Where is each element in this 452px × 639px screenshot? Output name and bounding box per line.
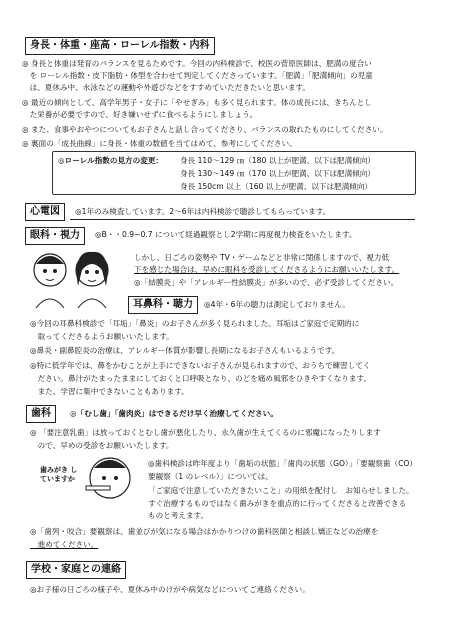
dental-head: ◎「むし歯」「歯肉炎」はできるだけ早く治療してください。 — [70, 409, 278, 418]
dental-tail-line: 進めてください。 — [30, 540, 99, 549]
section-title-ent: 耳鼻科・聴力 — [128, 296, 198, 314]
children-illustration — [26, 244, 118, 310]
body-line: ◎ 身長と体重は発育のバランスを見るためです。今回の内科検診で、校医の菅原医師は、肥満の度合い — [22, 59, 372, 68]
laurel-box-label: ◎ローレル指数の見方の変更： — [58, 156, 164, 165]
ent-line: ◎鼻炎・副鼻腔炎の治療は、アレルギー体質が影響し長期になるお子さんもいるようです。 — [30, 346, 340, 355]
section-title-eye: 眼科・視力 — [25, 227, 85, 245]
ent-line: また、学習に集中できないこともあります。 — [30, 387, 189, 396]
laurel-row: 身長 110～129 ㎝（180 以上が肥満、以下は肥満傾向） — [180, 156, 376, 165]
dental-line: ◎ 「要注意乳歯」は放っておくとむし歯が悪化したり、永久歯が生えてくるのに邪魔になったりします — [30, 428, 381, 437]
section-title-contact: 学校・家庭との連絡 — [26, 561, 126, 579]
divider — [70, 219, 415, 220]
eye-line: ◎「結膜炎」や「アレルギー性結膜炎」が多いので、必ず受診してください。 — [134, 278, 399, 287]
eye-line: しかし、日ごろの姿勢や TV・ゲームなどと非常に関係しますので、視力低 — [134, 253, 390, 262]
ent-line: ◎特に低学年では、鼻をかむことが上手にできないお子さんが見られますので、おうちで練習してく — [30, 361, 371, 370]
section-title-body-measure: 身長・体重・座高・ローレル指数・内科 — [25, 37, 215, 55]
eye-line: 下を感じた場合は、早めに眼科を受診してくださるようにお願いいたします。 — [134, 265, 400, 274]
dental-right-line: すぐ治療するものではなく歯みがきを重点的に行ってくださると改善できる — [148, 499, 407, 508]
ent-line: 取ってくださるようお願いいたします。 — [30, 332, 174, 341]
ecg-text: ◎1年のみ検査しています。2～6年は内科検診で聴診してもらっています。 — [75, 207, 331, 216]
body-line: を ローレル指数・皮下脂肪・体型を合わせて判定してくださっています。「肥満」「肥満傾向」の児童 — [22, 71, 373, 80]
dental-right-line: ものと考えます。 — [148, 511, 209, 520]
ent-line: ◎今回の耳鼻科検診で「耳垢」「鼻炎」のお子さんが多く見られました。耳垢はご家庭で定期的に — [30, 319, 360, 328]
dental-tail-line: ◎「歯列・咬合」要観察は、歯並びが気になる場合はかかりつけの歯科医師と相談し矯正などの治療を — [30, 527, 379, 536]
dental-right-line: 要観察（1 のレベル）」については、 — [148, 472, 273, 481]
ent-line: ださい。鼻汁がたまったままにしておくと口呼吸となり、のどを痛め風邪をひきやすくなります。 — [30, 374, 372, 383]
contact-text: ◎お子様の日ごろの様子や、夏休み中のけがや病気などについてご連絡ください。 — [30, 585, 310, 594]
body-line: は、夏休み中、水泳などの運動や外遊びなどをすすめていただきたいと思います。 — [22, 83, 311, 92]
section-title-ecg: 心電図 — [25, 203, 65, 221]
dental-right-line: ◎歯科検診は昨年度より「歯垢の状態」「歯肉の状態（GO）」「要観察歯（CO） — [148, 459, 417, 468]
section-title-dental: 歯科 — [26, 405, 56, 423]
toothbrush-caption: 歯みがき していますか — [40, 466, 78, 483]
dental-right-line: 「ご家庭で注意していただきたいこと」の用紙を配付し お知らせしました。 — [148, 486, 414, 495]
dental-line: ので、早めの受診をお願いいたします。 — [30, 441, 174, 450]
body-line: た栄養が必要ですので、好き嫌いせずに食べるようにしましょう。 — [22, 110, 258, 119]
eye-head: ◎B・・0.9~0.7 について経過観察とし2学期に再度視力検査をいたします。 — [95, 230, 357, 239]
ent-head: ◎4年・6年の聴力は測定しておりません。 — [204, 300, 350, 309]
body-line: ◎ また、食事やおやつについてもお子さんと話し合ってくださり、バランスの取れたものにしてください。 — [22, 125, 388, 134]
laurel-row: 身長 150cm 以上（160 以上が肥満、以下は肥満傾向） — [180, 182, 373, 191]
toothbrush-illustration — [80, 452, 140, 510]
laurel-row: 身長 130～149 ㎝（170 以上が肥満、以下は肥満傾向） — [180, 169, 376, 178]
body-line: ◎ 最近の傾向として、高学年男子・女子に「やせぎみ」も多く見られます。体の成長には、きちんとし — [22, 98, 372, 107]
body-line: ◎ 裏面の「成長曲線」に身長・体重の数値を当てはめて、参考にしてください。 — [22, 139, 297, 148]
